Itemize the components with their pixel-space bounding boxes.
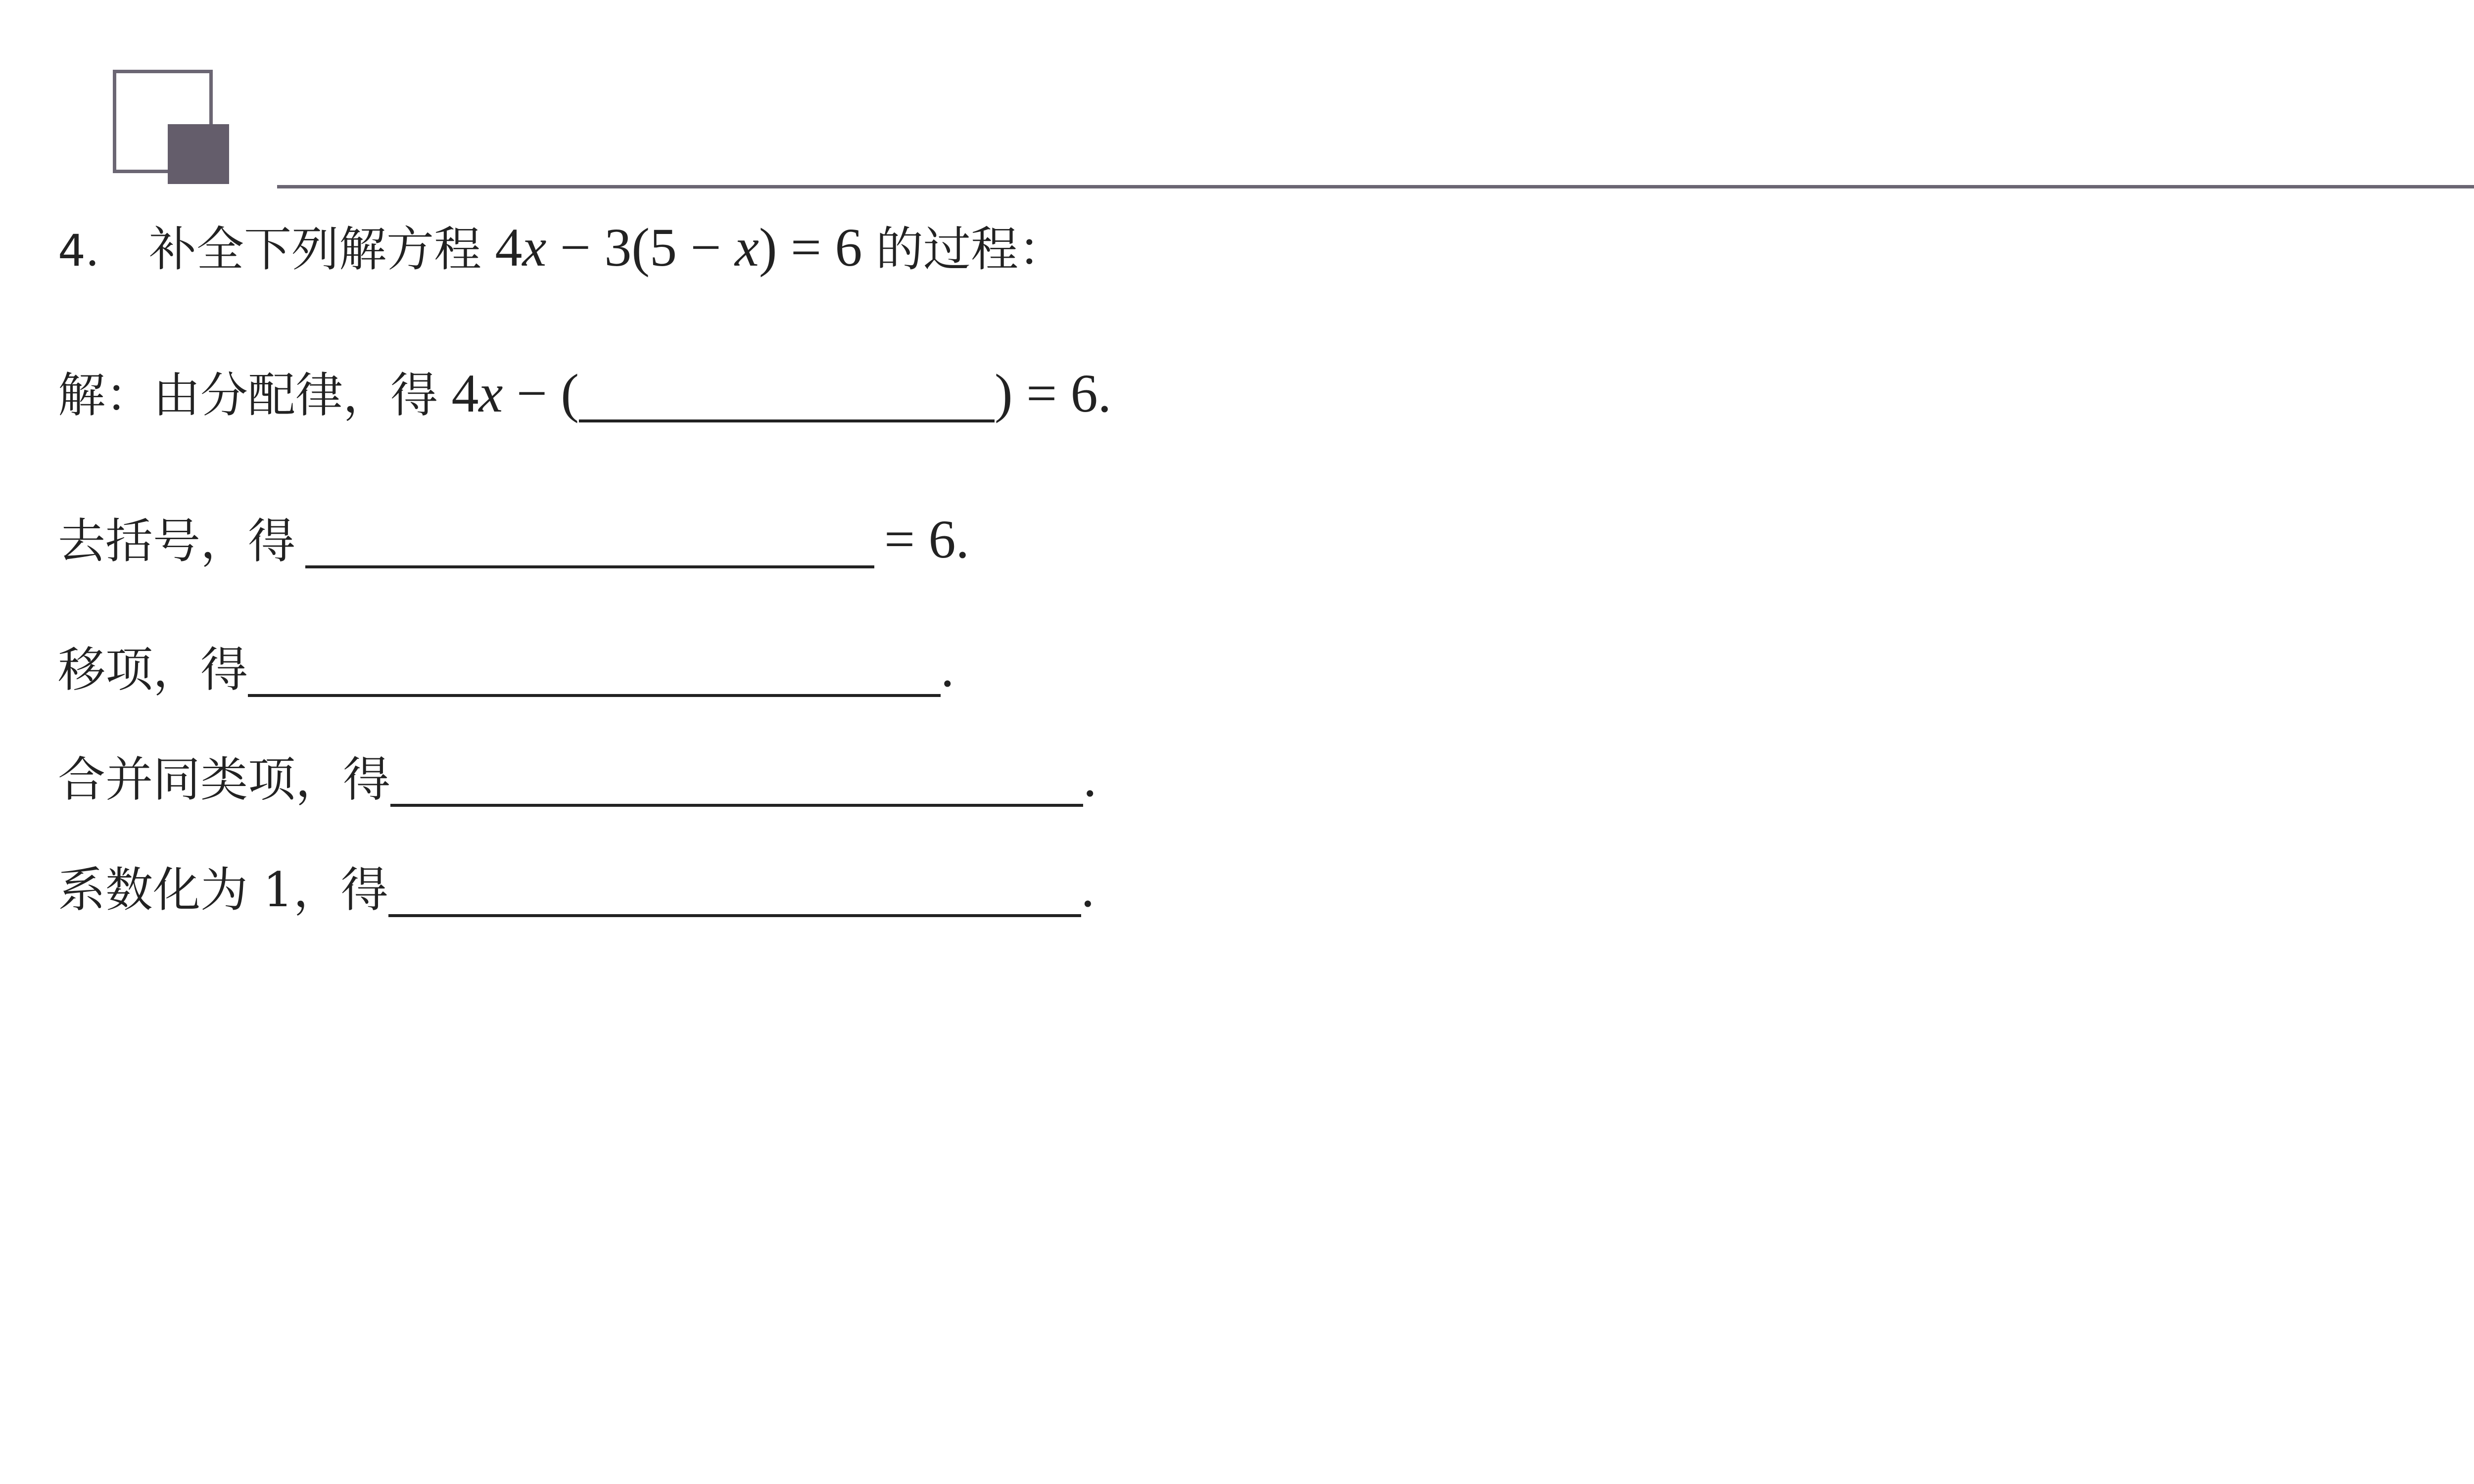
- step-remove-parentheses: [58, 510, 969, 571]
- step-label: 系数化为 1，得: [58, 862, 388, 918]
- period: .: [1081, 858, 1095, 918]
- question-number: 4．: [58, 225, 129, 276]
- step-combine-like-terms: [58, 748, 1097, 809]
- question-suffix: 的过程：: [876, 222, 1066, 277]
- step-label: 解：由分配律，得: [58, 368, 438, 423]
- step-coefficient-to-one: [58, 858, 1094, 920]
- header-divider: [277, 185, 2474, 188]
- question-equation: 4x − 3(5 − x) = 6: [495, 217, 862, 278]
- period: .: [1097, 363, 1112, 423]
- step-label: 去括号，得: [58, 513, 295, 569]
- step-math-prefix: 4x − (: [451, 363, 579, 423]
- answer-blank[interactable]: [390, 754, 1083, 807]
- step-label: 合并同类项，得: [58, 752, 390, 807]
- answer-blank[interactable]: [388, 865, 1081, 917]
- answer-blank[interactable]: [305, 516, 874, 568]
- step-distribute: [58, 364, 1111, 425]
- step-math-suffix: ) = 6: [995, 363, 1098, 423]
- step-math-suffix: = 6: [884, 509, 956, 569]
- question-line: [58, 218, 1066, 280]
- answer-blank[interactable]: [248, 645, 941, 697]
- logo-filled-square: [168, 124, 229, 184]
- step-transpose: [58, 638, 954, 699]
- period: .: [1083, 747, 1097, 808]
- step-label: 移项，得: [58, 642, 248, 697]
- period: .: [955, 509, 970, 569]
- period: .: [941, 638, 954, 698]
- question-prompt: 补全下列解方程: [149, 222, 481, 277]
- answer-blank[interactable]: [579, 370, 995, 422]
